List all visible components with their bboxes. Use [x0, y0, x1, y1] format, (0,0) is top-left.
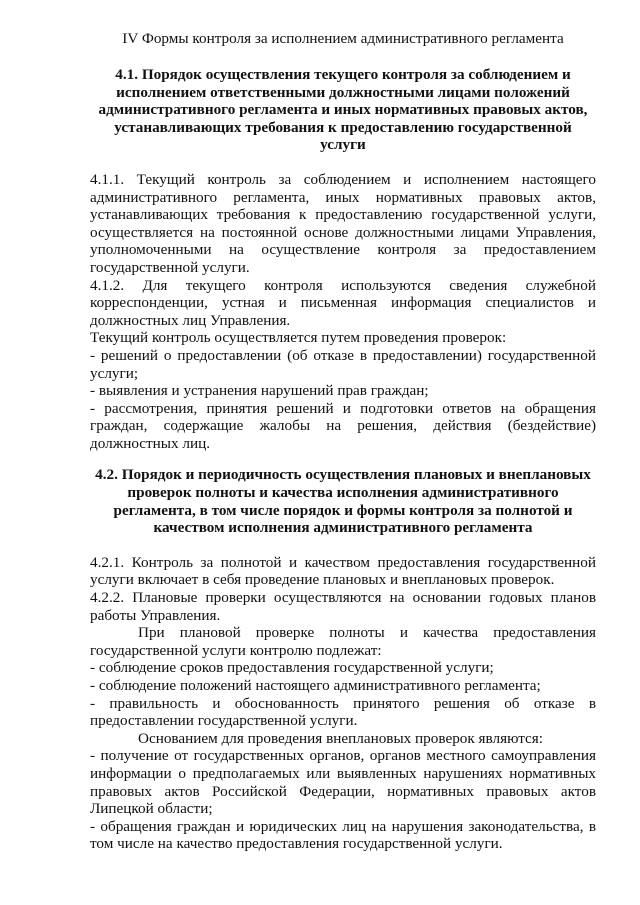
paragraph-4-1-1: 4.1.1. Текущий контроль за соблюдением и исполнением настоящего административного регламента, иных нормативных правовых актов, устанавливающих требования к предоставлению государственной услуги, осуществляется на постоянной основе должностными лицами Управления, уполномоченными на осуществление контроля за предоставлением государственной услуги.: [90, 170, 596, 276]
paragraph-4-2-1: 4.2.1. Контроль за полнотой и качеством предоставления государственной услуги включает в себя проведение плановых и внеплановых проверок.: [90, 553, 596, 589]
paragraph-4-2-2: 4.2.2. Плановые проверки осуществляются на основании годовых планов работы Управления.: [90, 589, 596, 624]
section-title: IV Формы контроля за исполнением административного регламента: [122, 30, 564, 47]
section-4-2-body: [90, 554, 596, 853]
paragraph-checks-intro: Текущий контроль осуществляется путем проведения проверок:: [90, 329, 507, 347]
list-item: - решений о предоставлении (об отказе в предоставлении) государственной услуги;: [90, 346, 596, 382]
heading-4-1: 4.1. Порядок осуществления текущего контроля за соблюдением и исполнением ответственными должностными лицами положений административного регламента и иных нормативных правовых актов, устанавливающих требования к предоставлению государственной услуги: [98, 66, 588, 154]
heading-4-2: 4.2. Порядок и периодичность осуществления плановых и внеплановых проверок полноты и качества исполнения административного регламента, в том числе порядок и формы контроля за полнотой и качеством исполнения административного регламента: [95, 466, 591, 537]
paragraph-4-1-2: 4.1.2. Для текущего контроля используются сведения служебной корреспонденции, устная и письменная информация специалистов и должностных лиц Управления.: [90, 276, 596, 329]
spacer: [90, 154, 596, 171]
spacer: [90, 537, 596, 554]
list-item: - соблюдение сроков предоставления государственной услуги;: [90, 659, 494, 677]
paragraph-planned-check: При плановой проверке полноты и качества предоставления государственной услуги контролю подлежат:: [90, 624, 596, 659]
list-item: - правильность и обоснованность принятого решения об отказе в предоставлении государственной услуги.: [90, 694, 596, 730]
list-item: - выявления и устранения нарушений прав граждан;: [90, 382, 429, 400]
list-item: - обращения граждан и юридических лиц на нарушения законодательства, в том числе на качество предоставления государственной услуги.: [90, 817, 596, 853]
paragraph-unplanned-grounds: Основанием для проведения внеплановых проверок являются:: [138, 729, 543, 747]
list-item: - рассмотрения, принятия решений и подготовки ответов на обращения граждан, содержащие жалобы на решения, действия (бездействие) должностных лиц.: [90, 399, 596, 452]
list-item: - соблюдение положений настоящего административного регламента;: [90, 677, 541, 694]
list-item: - получение от государственных органов, органов местного самоуправления информации о предполагаемых или выявленных нарушениях нормативных правовых актов Российской Федерации, нормативных правовых актов Липецкой области;: [90, 747, 596, 818]
document-page: [90, 30, 596, 853]
section-4-1-body: [90, 171, 596, 453]
